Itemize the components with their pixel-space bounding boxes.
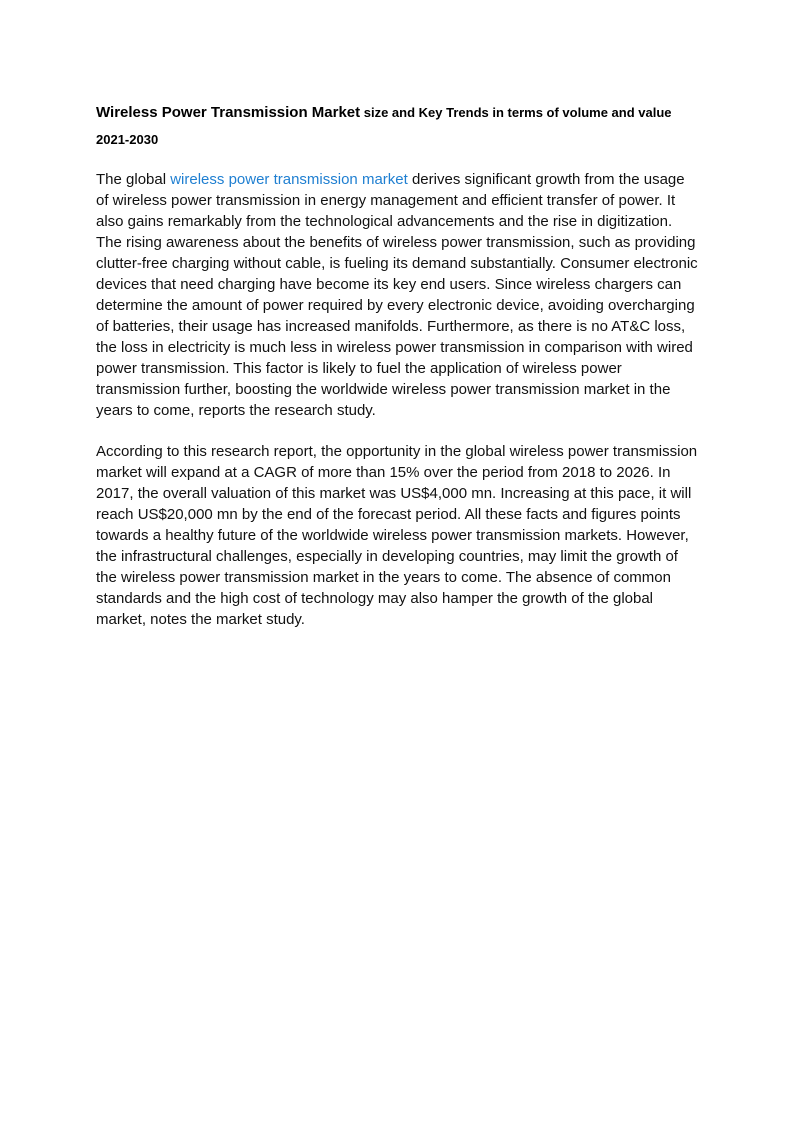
market-report-link[interactable]: wireless power transmission market xyxy=(170,171,408,188)
heading-sub-text: size and Key Trends in terms of volume and value 2021-2030 xyxy=(96,105,672,147)
document-heading xyxy=(96,96,700,150)
document-body xyxy=(96,96,700,650)
paragraph1-body-text: derives significant growth from the usage of wireless power transmission in energy management and efficient transfer of power. It also gains remarkably from the technological advancements and the rise in digitization. The rising awareness about the benefits of wireless power transmission, such as providing clutter-free charging without cable, is fueling its demand substantially. Consumer electronic devices that need charging have become its key end users. Since wireless chargers can determine the amount of power required by every electronic device, avoiding overcharging of batteries, their usage has increased manifolds. Furthermore, as there is no AT&C loss, the loss in electricity is much less in wireless power transmission in comparison with wired power transmission. This factor is likely to fuel the application of wireless power transmission further, boosting the worldwide wireless power transmission market in the years to come, reports the research study. xyxy=(96,171,698,419)
paragraph-market-forecast: According to this research report, the opportunity in the global wireless power transmission market will expand at a CAGR of more than 15% over the period from 2018 to 2026. In 2017, the overall valuation of this market was US$4,000 mn. Increasing at this pace, it will reach US$20,000 mn by the end of the forecast period. All these facts and figures points towards a healthy future of the worldwide wireless power transmission markets. However, the infrastructural challenges, especially in developing countries, may limit the growth of the wireless power transmission market in the years to come. The absence of common standards and the high cost of technology may also hamper the growth of the global market, notes the market study. xyxy=(96,443,698,628)
paragraph-market-overview xyxy=(96,169,700,421)
heading-main-text: Wireless Power Transmission Market xyxy=(96,104,361,121)
paragraph1-intro-text: The global xyxy=(96,171,171,188)
